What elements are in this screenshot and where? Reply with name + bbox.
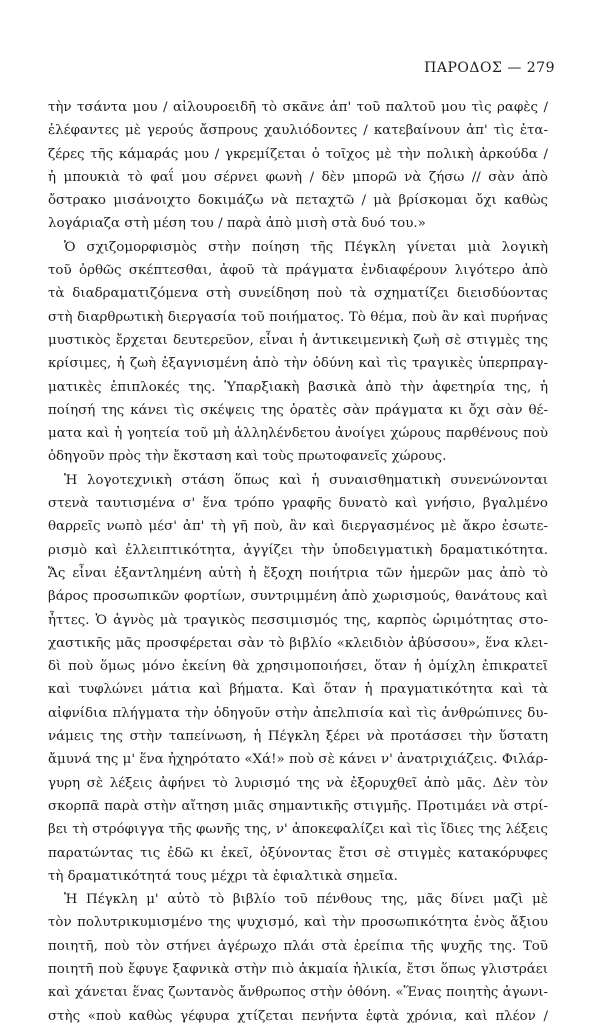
text-line: βει τὴ στρόφιγγα τῆς φωνῆς της, ν' ἀποκεφαλίζει καὶ τὶς ἴδιες της λέξεις bbox=[48, 822, 548, 838]
text-line: ἄμυνά της μ' ἕνα ἠχηρότατο «Χά!» ποὺ σὲ κάνει ν' ἀνατριχιάζεις. Φιλάρ- bbox=[48, 752, 548, 768]
text-line: Ἡ λογοτεχνικὴ στάση ὅπως καὶ ἡ συναισθηματικὴ συνενώνονται bbox=[64, 472, 548, 488]
text-line: στενὰ ταυτισμένα σ' ἕνα τρόπο γραφῆς δυνατὸ καὶ γνήσιο, βγαλμένο bbox=[48, 496, 548, 512]
text-line: τὸν πολυτρικυμισμένο της ψυχισμό, καὶ τὴν προσωπικότητα ἑνὸς ἄξιου bbox=[48, 915, 548, 931]
text-line: ποιητῆ ποὺ ἔφυγε ξαφνικὰ στὴν πιὸ ἀκμαία ἡλικία, ἔτσι ὅπως γλιστράει bbox=[48, 961, 548, 977]
text-line: λογάριαζα στὴ μέση του / παρὰ ἀπὸ μισὴ στὰ δυό του.» bbox=[48, 216, 426, 232]
text-line: κρίσιμες, ἡ ζωὴ ἐξαγνισμένη ἀπὸ τὴν ὀδύνη καὶ τὶς τραγικὲς ὑπερπραγ- bbox=[48, 356, 548, 372]
text-line: Ἡ Πέγκλη μ' αὐτὸ τὸ βιβλίο τοῦ πένθους της, μᾶς δίνει μαζὶ μὲ bbox=[64, 892, 548, 908]
text-line: τὴν τσάντα μου / αἰλουροειδῆ τὸ σκᾶνε ἀπ' τοῦ παλτοῦ μου τὶς ραφὲς / bbox=[48, 100, 548, 115]
text-line: Ἄς εἶναι ἐξαντλημένη αὐτὴ ἡ ἔξοχη ποιήτρια τῶν ἡμερῶν μας ἀπὸ τὸ bbox=[48, 565, 548, 581]
running-header: ΠΑΡΟΔΟΣ — 279 bbox=[424, 60, 555, 76]
body-text bbox=[48, 96, 548, 1028]
text-line: βάρος προσωπικῶν φορτίων, συντριμμένη ἀπὸ χωρισμούς, θανάτους καὶ bbox=[48, 589, 548, 605]
text-line: γυρη σὲ λέξεις ἀφήνει τὸ λυρισμό της νὰ ἐξορυχθεῖ ἀπὸ μᾶς. Δὲν τὸν bbox=[48, 775, 548, 791]
text-line: νάμεις της στὴν ταπείνωση, ἡ Πέγκλη ξέρει νὰ προτάσσει τὴν ὕστατη bbox=[48, 729, 548, 745]
text-line: τὰ διαδραματιζόμενα στὴ συνείδηση ποὺ τὰ σχηματίζει διεισδύοντας bbox=[48, 286, 548, 302]
text-line: μυστικὸς ἔρχεται δευτερεῦον, εἶναι ἡ ἀντικειμενικὴ ζωὴ σὲ στιγμὲς της bbox=[48, 332, 548, 348]
text-line: στὴ διαρθρωτικὴ διεργασία τοῦ ποιήματος. Τὸ θέμα, ποὺ ἂν καὶ πυρήνας bbox=[48, 309, 548, 325]
text-line: ματικὲς ἐπιπλοκές της. Ὑπαρξιακὴ βασικὰ ἀπὸ τὴν ἀφετηρία της, ἡ bbox=[48, 379, 548, 395]
text-line: χαστικῆς μᾶς προσφέρεται σὰν τὸ βιβλίο «κλειδιὸν ἀβύσσου», ἕνα κλει- bbox=[48, 635, 548, 651]
text-line: ποίησή της κάνει τὶς σκέψεις της ὁρατὲς σὰν πράγματα κι ὄχι σὰν θέ- bbox=[48, 402, 548, 418]
text-line: ἡ μπουκιὰ τὸ φαΐ μου σέρνει φωνὴ / δὲν μπορῶ νὰ ζήσω // σὰν ἀπὸ bbox=[48, 169, 548, 185]
text-line: τοῦ ὀρθῶς σκέπτεσθαι, ἀφοῦ τὰ πράγματα ἐνδιαφέρουν λιγότερο ἀπὸ bbox=[48, 263, 548, 279]
text-line: σκορπᾶ παρὰ στὴν αἴτηση μιᾶς σημαντικῆς στιγμῆς. Προτιμάει νὰ στρί- bbox=[48, 798, 548, 814]
text-line: Ὁ σχιζομορφισμὸς στὴν ποίηση τῆς Πέγκλη γίνεται μιὰ λογικὴ bbox=[64, 239, 548, 255]
text-line: ὁδηγοῦν πρὸς τὴν ἔκσταση καὶ τοὺς πρωτοφανεῖς χώρους. bbox=[48, 449, 447, 465]
text-line: ματα καὶ ἡ γοητεία τοῦ μὴ ἀλληλένδετου ἀνοίγει χώρους παρθένους ποὺ bbox=[48, 426, 548, 442]
text-line: αἰφνίδια πλήγματα τὴν ὁδηγοῦν στὴν ἀπελπισία καὶ τὶς ἀνθρώπινες δυ- bbox=[48, 705, 548, 721]
text-line: ποιητῆ, ποὺ τὸν στήνει ἀγέρωχο πλάι στὰ ἐρείπια τῆς ψυχῆς της. Τοῦ bbox=[48, 938, 548, 954]
text-line: ζέρες τῆς κάμαράς μου / γκρεμίζεται ὁ τοῖχος μὲ τὴν πολικὴ ἀρκούδα / bbox=[48, 146, 548, 162]
text-line: θαρρεῖς νωπὸ μέσ' ἀπ' τὴ γῆ ποὺ, ἂν καὶ διεργασμένος μὲ ἄκρο ἐσωτε- bbox=[48, 519, 548, 535]
text-line: ὄστρακο μισάνοιχτο δοκιμάζω νὰ πεταχτῶ / μὰ βρίσκομαι ὄχι καθὼς bbox=[48, 193, 548, 209]
text-line: ρισμὸ καὶ ἐλλειπτικότητα, ἀγγίζει τὴν ὑποδειγματικὴ δραματικότητα. bbox=[48, 542, 548, 558]
text-line: καὶ τυφλώνει μάτια καὶ βήματα. Καὶ ὅταν ἡ πραγματικότητα καὶ τὰ bbox=[48, 682, 548, 698]
text-line: τὴ δραματικότητά τους μέχρι τὰ ἐφιαλτικὰ σημεῖα. bbox=[48, 868, 398, 884]
text-line: στὴς «ποὺ καθὼς γέφυρα χτίζεται πενήντα ἑφτὰ χρόνια, καὶ πλέον / bbox=[48, 1008, 548, 1024]
text-line: παρατώντας τις ἐδῶ κι ἐκεῖ, ὀξύνοντας ἔτσι σὲ στιγμὲς κατακόρυφες bbox=[48, 845, 548, 861]
text-line: καὶ χάνεται ἕνας ζωντανὸς ἄνθρωπος στὴν ὀθόνη. «Ἕνας ποιητὴς ἀγωνι- bbox=[48, 985, 548, 1001]
text-line: ἐλέφαντες μὲ γερούς ἄσπρους χαυλιόδοντες / κατεβαίνουν ἀπ' τὶς ἐτα- bbox=[48, 123, 548, 139]
text-line: ἧττες. Ὁ ἁγνὸς μὰ τραγικὸς πεσσιμισμός της, καρπὸς ὡριμότητας στο- bbox=[48, 612, 548, 628]
text-line: δὶ ποὺ ὅμως μόνο ἐκείνη θὰ χρησιμοποιήσει, ὅταν ἡ ὁμίχλη ἐπικρατεῖ bbox=[48, 659, 548, 675]
